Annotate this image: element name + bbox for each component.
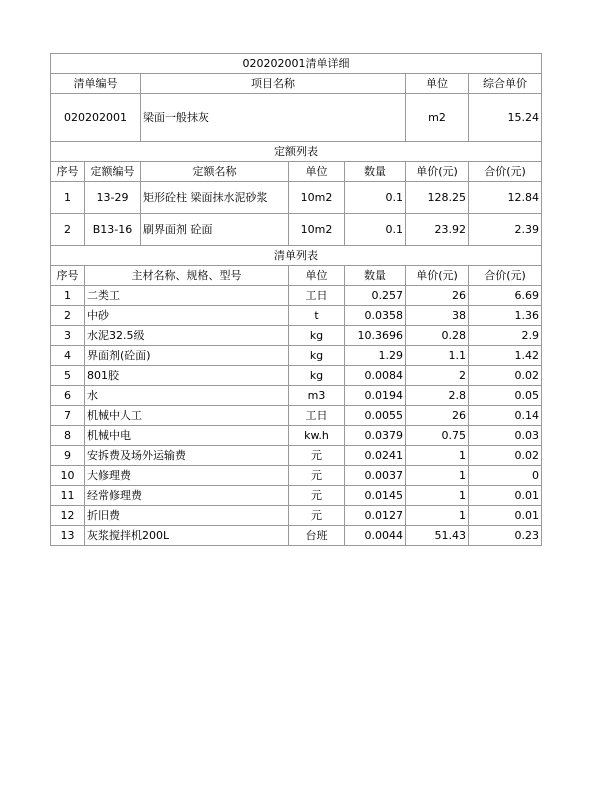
- quota-cell: 23.92: [406, 214, 469, 246]
- material-cell: 5: [51, 366, 85, 386]
- material-cell: 10.3696: [345, 326, 406, 346]
- material-column-header: 主材名称、规格、型号: [85, 266, 289, 286]
- material-cell: 经常修理费: [85, 486, 289, 506]
- material-cell: 0.0145: [345, 486, 406, 506]
- quota-column-header: 定额名称: [141, 162, 289, 182]
- material-cell: 2.9: [469, 326, 542, 346]
- quota-cell: 12.84: [469, 182, 542, 214]
- material-cell: 0.0241: [345, 446, 406, 466]
- quota-section-title-row: [51, 142, 542, 162]
- quota-section-title: 定额列表: [51, 142, 542, 162]
- material-column-header: 序号: [51, 266, 85, 286]
- material-cell: 1.29: [345, 346, 406, 366]
- material-cell: 10: [51, 466, 85, 486]
- title-row: [51, 54, 542, 74]
- price-header: 综合单价: [469, 74, 542, 94]
- material-cell: kg: [289, 326, 345, 346]
- material-cell: 1.42: [469, 346, 542, 366]
- material-cell: 机械中电: [85, 426, 289, 446]
- quota-header-row: [51, 162, 542, 182]
- material-cell: 0.0127: [345, 506, 406, 526]
- material-row: [51, 446, 542, 466]
- material-cell: 元: [289, 466, 345, 486]
- item-price: 15.24: [469, 94, 542, 142]
- material-cell: 0.01: [469, 486, 542, 506]
- name-header: 项目名称: [141, 74, 406, 94]
- table-title: 020202001清单详细: [51, 54, 542, 74]
- material-cell: 1: [406, 486, 469, 506]
- quota-cell: 0.1: [345, 214, 406, 246]
- quota-column-header: 合价(元): [469, 162, 542, 182]
- material-cell: 0.75: [406, 426, 469, 446]
- quota-cell: 13-29: [85, 182, 141, 214]
- quota-row: [51, 182, 542, 214]
- material-cell: 0.257: [345, 286, 406, 306]
- item-code: 020202001: [51, 94, 141, 142]
- material-cell: 台班: [289, 526, 345, 546]
- quota-cell: 刷界面剂 砼面: [141, 214, 289, 246]
- material-cell: 0.23: [469, 526, 542, 546]
- material-cell: 水泥32.5级: [85, 326, 289, 346]
- material-cell: 折旧费: [85, 506, 289, 526]
- material-cell: 0.03: [469, 426, 542, 446]
- material-cell: kw.h: [289, 426, 345, 446]
- item-name: 梁面一般抹灰: [141, 94, 406, 142]
- material-row: [51, 486, 542, 506]
- bill-detail-table: [50, 53, 542, 546]
- material-cell: 机械中人工: [85, 406, 289, 426]
- quota-cell: 2.39: [469, 214, 542, 246]
- material-cell: 0.0044: [345, 526, 406, 546]
- material-row: [51, 526, 542, 546]
- material-cell: 水: [85, 386, 289, 406]
- quota-cell: 1: [51, 182, 85, 214]
- material-cell: 2: [406, 366, 469, 386]
- material-row: [51, 506, 542, 526]
- quota-cell: 2: [51, 214, 85, 246]
- material-cell: 0.0055: [345, 406, 406, 426]
- material-cell: 0.0084: [345, 366, 406, 386]
- material-cell: 大修理费: [85, 466, 289, 486]
- material-cell: 26: [406, 406, 469, 426]
- material-cell: 4: [51, 346, 85, 366]
- material-cell: 12: [51, 506, 85, 526]
- material-row: [51, 366, 542, 386]
- material-row: [51, 426, 542, 446]
- quota-column-header: 序号: [51, 162, 85, 182]
- material-cell: 51.43: [406, 526, 469, 546]
- material-cell: 1: [406, 466, 469, 486]
- item-unit: m2: [406, 94, 469, 142]
- material-cell: 二类工: [85, 286, 289, 306]
- quota-cell: 矩形砼柱 梁面抹水泥砂浆: [141, 182, 289, 214]
- material-row: [51, 386, 542, 406]
- material-row: [51, 466, 542, 486]
- header-row: [51, 74, 542, 94]
- material-cell: 0.0358: [345, 306, 406, 326]
- material-row: [51, 286, 542, 306]
- material-cell: kg: [289, 346, 345, 366]
- material-cell: 0.28: [406, 326, 469, 346]
- material-cell: 3: [51, 326, 85, 346]
- material-cell: kg: [289, 366, 345, 386]
- quota-cell: 10m2: [289, 182, 345, 214]
- material-row: [51, 306, 542, 326]
- material-cell: 0.0037: [345, 466, 406, 486]
- material-cell: 9: [51, 446, 85, 466]
- material-section-title-row: [51, 246, 542, 266]
- material-cell: 6.69: [469, 286, 542, 306]
- material-cell: 801胶: [85, 366, 289, 386]
- material-cell: 11: [51, 486, 85, 506]
- material-cell: 0.14: [469, 406, 542, 426]
- material-cell: 0: [469, 466, 542, 486]
- quota-cell: B13-16: [85, 214, 141, 246]
- table-body: [51, 54, 542, 546]
- code-header: 清单编号: [51, 74, 141, 94]
- material-cell: 6: [51, 386, 85, 406]
- material-cell: 26: [406, 286, 469, 306]
- material-header-row: [51, 266, 542, 286]
- material-cell: 1: [51, 286, 85, 306]
- quota-column-header: 定额编号: [85, 162, 141, 182]
- quota-cell: 0.1: [345, 182, 406, 214]
- material-cell: 元: [289, 446, 345, 466]
- quota-column-header: 单位: [289, 162, 345, 182]
- material-cell: 界面剂(砼面): [85, 346, 289, 366]
- material-cell: 1: [406, 506, 469, 526]
- quota-column-header: 单价(元): [406, 162, 469, 182]
- material-cell: 38: [406, 306, 469, 326]
- material-column-header: 单位: [289, 266, 345, 286]
- material-column-header: 单价(元): [406, 266, 469, 286]
- item-row: [51, 94, 542, 142]
- material-cell: 8: [51, 426, 85, 446]
- material-cell: 0.0194: [345, 386, 406, 406]
- material-row: [51, 346, 542, 366]
- material-row: [51, 406, 542, 426]
- material-cell: 1: [406, 446, 469, 466]
- material-cell: 工日: [289, 286, 345, 306]
- material-column-header: 合价(元): [469, 266, 542, 286]
- material-cell: 安拆费及场外运输费: [85, 446, 289, 466]
- material-cell: 0.0379: [345, 426, 406, 446]
- quota-column-header: 数量: [345, 162, 406, 182]
- quota-cell: 128.25: [406, 182, 469, 214]
- material-cell: 1.36: [469, 306, 542, 326]
- material-cell: 工日: [289, 406, 345, 426]
- material-column-header: 数量: [345, 266, 406, 286]
- unit-header: 单位: [406, 74, 469, 94]
- material-cell: 元: [289, 486, 345, 506]
- material-cell: 1.1: [406, 346, 469, 366]
- material-cell: 0.05: [469, 386, 542, 406]
- material-section-title: 清单列表: [51, 246, 542, 266]
- material-cell: 7: [51, 406, 85, 426]
- material-cell: t: [289, 306, 345, 326]
- material-cell: 元: [289, 506, 345, 526]
- material-cell: 0.01: [469, 506, 542, 526]
- quota-row: [51, 214, 542, 246]
- quota-cell: 10m2: [289, 214, 345, 246]
- material-cell: 2.8: [406, 386, 469, 406]
- material-cell: 0.02: [469, 446, 542, 466]
- material-row: [51, 326, 542, 346]
- material-cell: 中砂: [85, 306, 289, 326]
- material-cell: 灰浆搅拌机200L: [85, 526, 289, 546]
- material-cell: 13: [51, 526, 85, 546]
- material-cell: 2: [51, 306, 85, 326]
- material-cell: m3: [289, 386, 345, 406]
- material-cell: 0.02: [469, 366, 542, 386]
